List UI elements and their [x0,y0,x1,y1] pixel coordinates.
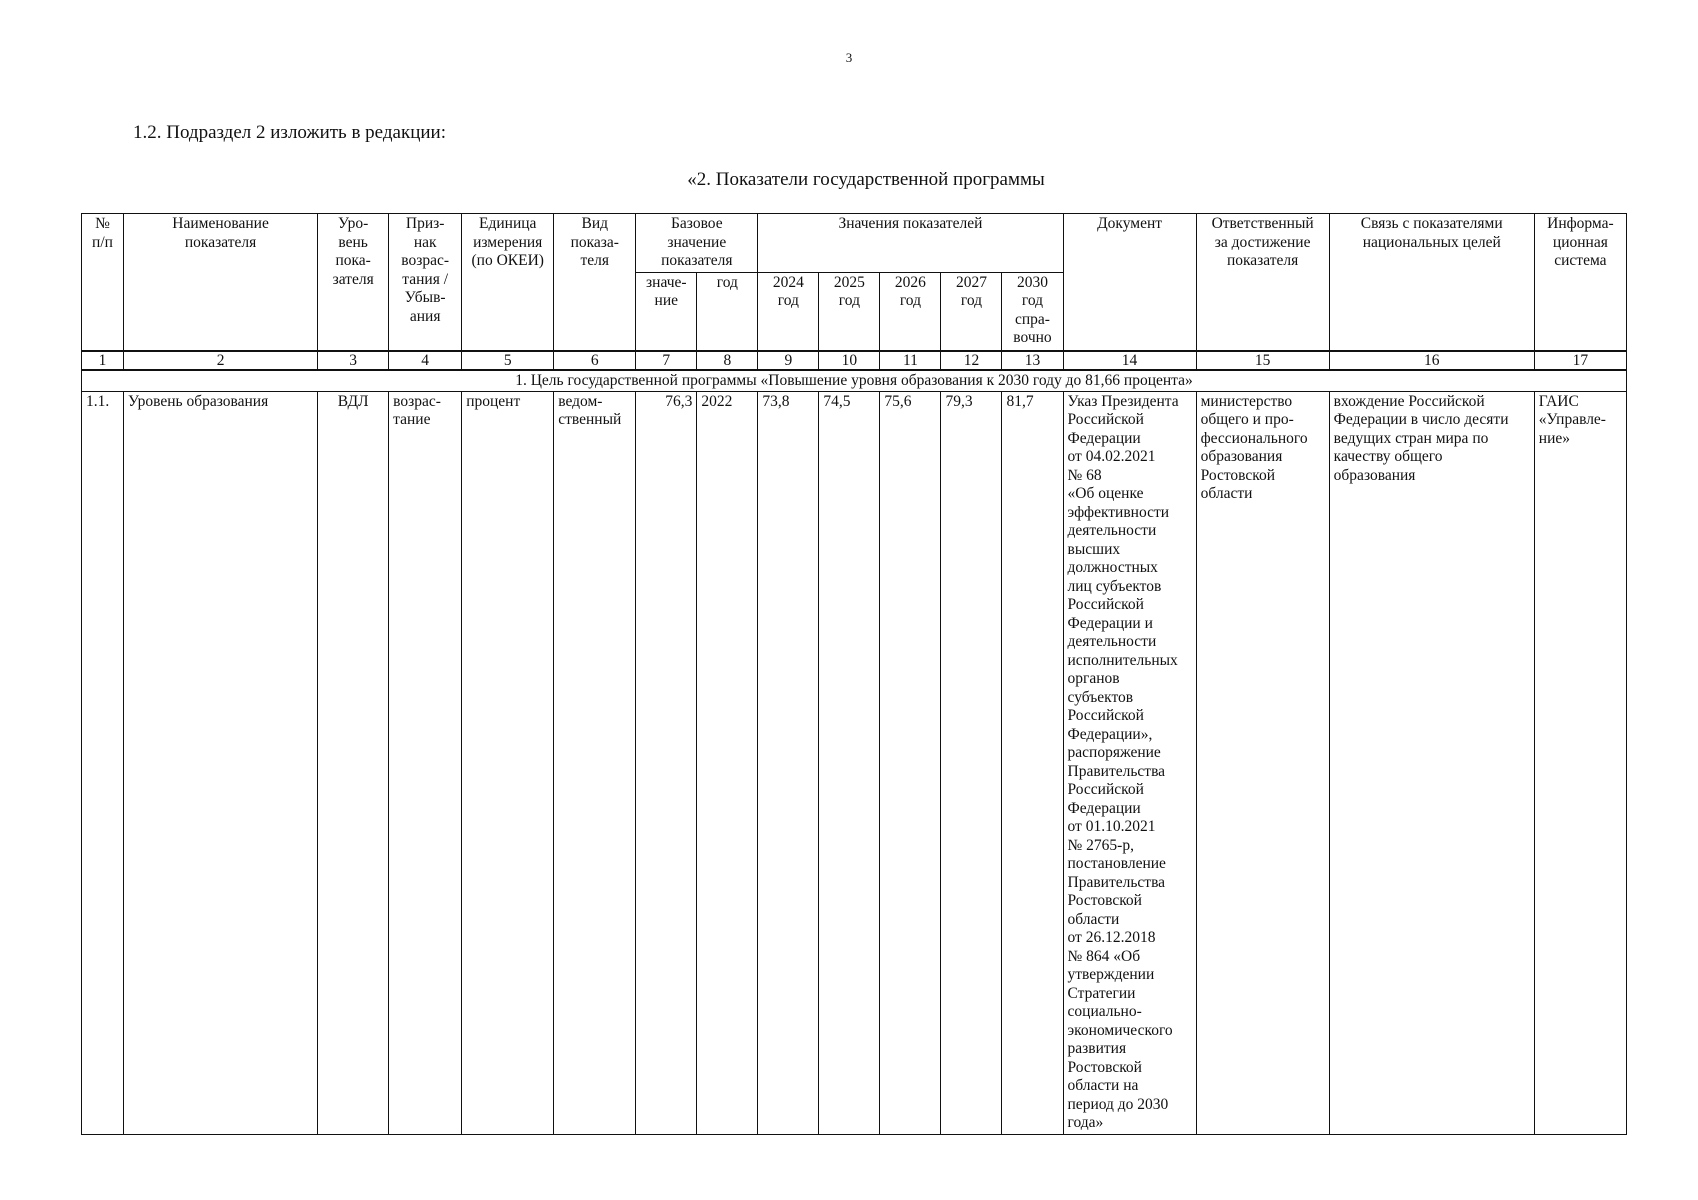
header-name [124,214,318,351]
col-num: 13 [1002,351,1063,370]
text-line: Ростовской [1067,892,1142,909]
goal-row [82,370,1627,392]
text-line: вень [338,233,368,251]
text-line: возрас- [393,392,441,410]
col-num: 5 [462,351,554,370]
text-line: год [899,292,921,309]
text-line: 2025 [833,273,865,291]
row-value-2030: 81,7 [1002,391,1063,1134]
text-line: области [1200,485,1253,502]
col-num: 2 [124,351,318,370]
text-line: развития [1067,1040,1127,1057]
text-line: Уро- [338,215,369,232]
header-document: Документ [1063,214,1196,351]
header-info-system [1534,214,1626,351]
text-line: вхождение Российской [1333,392,1485,410]
header-responsible [1196,214,1329,351]
row-level: ВДЛ [318,391,389,1134]
text-line: возрас- [401,252,450,269]
header-2030 [1002,272,1063,351]
row-document [1063,391,1196,1134]
header-base-year: год [697,272,758,351]
text-line: ведущих стран мира по [1333,429,1489,447]
text-line: вочно [1013,329,1052,346]
col-num: 11 [880,351,941,370]
text-line: № 68 [1067,466,1102,484]
text-line: тания / [402,270,449,288]
row-name: Уровень образования [124,391,318,1134]
text-line: министерство [1200,392,1293,410]
page-number: 3 [845,50,853,65]
header-base [636,214,758,273]
text-line: социально- [1067,1003,1142,1020]
text-line: области на [1067,1077,1139,1094]
text-line: Информа- [1547,215,1614,232]
col-num: 14 [1063,351,1196,370]
text-line: Ростовской [1067,1058,1142,1076]
header-base-value [636,272,697,351]
text-line: Приз- [405,215,445,232]
text-line: Указ Президента [1067,392,1179,410]
indicators-table [81,213,1627,1135]
text-line: образования [1200,448,1283,465]
header-values-group: Значения показателей [758,214,1063,273]
header-trend [389,214,462,351]
row-value-2027: 79,3 [941,391,1002,1134]
text-line: 2030 [1016,273,1048,291]
col-num: 8 [697,351,758,370]
text-line: система [1554,252,1607,269]
text-line: деятельности [1067,633,1157,650]
text-line: Правительства [1067,762,1166,780]
col-num: 17 [1534,351,1626,370]
text-line: № 864 «Об [1067,947,1141,965]
text-line: Российской [1067,596,1144,613]
text-line: года» [1067,1114,1104,1131]
text-line: качеству общего [1333,448,1443,465]
col-num: 4 [389,351,462,370]
text-line: «Об оценке [1067,485,1144,502]
col-num: 1 [82,351,124,370]
text-line: образования [1333,466,1416,484]
text-line: пока- [335,252,371,269]
text-line: Вид [581,215,609,232]
text-line: общего и про- [1200,411,1294,428]
header-row-1 [82,214,1627,273]
header-link [1329,214,1534,351]
text-line: (по ОКЕИ) [471,252,544,269]
text-line: показателя [1226,252,1299,269]
text-line: ционная [1552,233,1608,251]
text-line: Наименование [172,215,269,232]
text-line: лиц субъектов [1067,577,1162,595]
text-line: нак [413,233,437,251]
text-line: области [1067,910,1120,928]
text-line: органов [1067,670,1120,687]
header-type [554,214,636,351]
text-line: высших [1067,540,1121,558]
header-2024 [758,272,819,351]
text-line: ственный [558,411,622,428]
text-line: утверждении [1067,966,1155,983]
row-value-2026: 75,6 [880,391,941,1134]
col-num: 16 [1329,351,1534,370]
text-line: ания [409,307,441,325]
text-line: год [838,292,860,309]
header-2026 [880,272,941,351]
text-line: от 01.10.2021 [1067,818,1156,835]
header-level [318,214,389,351]
text-line: спра- [1015,310,1050,328]
col-num: 7 [636,351,697,370]
text-line: Убыв- [404,289,446,306]
text-line: 2027 [955,273,987,291]
text-line: Единица [479,215,537,232]
column-numbers-row [82,351,1627,370]
text-line: ГАИС [1538,392,1579,410]
row-value-2024: 73,8 [758,391,819,1134]
text-line: 2026 [894,273,926,291]
text-line: показа- [570,233,619,251]
row-value-2025: 74,5 [819,391,880,1134]
text-line: субъектов [1067,688,1134,706]
text-line: Стратегии [1067,984,1136,1002]
header-unit [462,214,554,351]
text-line: экономического [1067,1021,1173,1039]
header-2025 [819,272,880,351]
col-num: 10 [819,351,880,370]
row-num: 1.1. [82,391,124,1134]
goal-text: 1. Цель государственной программы «Повышение уровня образования к 2030 году до 81,66 процента» [82,370,1627,392]
text-line: должностных [1067,559,1158,576]
text-line: от 26.12.2018 [1067,929,1156,946]
text-line: период до 2030 [1067,1095,1169,1113]
row-info-system [1534,391,1626,1134]
text-line: № [95,215,110,232]
text-line: 2024 [772,273,804,291]
text-line: за достижение [1214,233,1311,251]
col-num: 6 [554,351,636,370]
text-line: национальных целей [1362,233,1501,251]
text-line: Базовое [671,215,723,232]
text-line: Федерации в число десяти [1333,411,1509,428]
text-line: ние» [1538,429,1571,447]
text-line: исполнительных [1067,651,1178,669]
text-line: Российской [1067,707,1144,724]
text-line: Федерации и [1067,614,1153,632]
text-line: п/п [92,233,113,251]
table-row [82,391,1627,1134]
text-line: показателя [661,252,733,269]
text-line: теля [580,252,610,269]
text-line: Федерации [1067,799,1141,817]
text-line: «Управле- [1538,411,1606,428]
text-line: Российской [1067,781,1144,798]
text-line: показателя [184,233,257,251]
col-num: 15 [1196,351,1329,370]
row-base-year: 2022 [697,391,758,1134]
text-line: год [1021,292,1044,309]
text-line: значение [667,233,727,251]
text-line: ние [654,292,679,309]
text-line: тание [393,411,431,428]
col-num: 9 [758,351,819,370]
text-line: ведом- [558,392,603,410]
row-base-value: 76,3 [636,391,697,1134]
text-line: эффективности [1067,503,1170,521]
text-line: Ответственный [1211,215,1314,232]
text-line: год [777,292,799,309]
text-line: Российской [1067,411,1144,428]
text-line: деятельности [1067,522,1157,539]
header-num [82,214,124,351]
text-line: Связь с показателями [1360,215,1503,232]
text-line: Правительства [1067,873,1166,891]
row-responsible [1196,391,1329,1134]
row-type [554,391,636,1134]
text-line: распоряжение [1067,744,1161,761]
text-line: от 04.02.2021 [1067,448,1156,465]
text-line: № 2765-р, [1067,836,1134,854]
text-line: фессионального [1200,429,1308,447]
text-line: Ростовской [1200,466,1276,484]
col-num: 3 [318,351,389,370]
text-line: значе- [646,273,687,291]
text-line: Федерации [1067,429,1141,447]
row-unit: процент [462,391,554,1134]
col-num: 12 [941,351,1002,370]
text-line: зателя [332,270,374,288]
text-line: Федерации», [1067,725,1153,743]
text-line: постановление [1067,855,1166,872]
header-2027 [941,272,1002,351]
text-line: год [960,292,983,309]
section-title: «2. Показатели государственной программы [687,169,1045,190]
row-trend [389,391,462,1134]
row-link [1329,391,1534,1134]
intro-text: 1.2. Подраздел 2 изложить в редакции: [133,122,446,143]
text-line: измерения [473,233,543,251]
